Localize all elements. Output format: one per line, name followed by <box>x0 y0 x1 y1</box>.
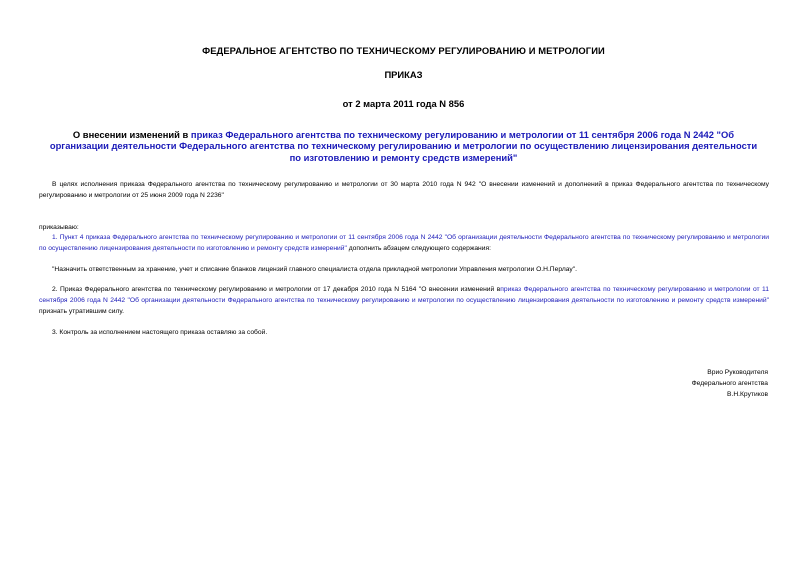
signature-block <box>692 367 768 401</box>
item-2-suffix: признать утратившим силу. <box>39 308 124 316</box>
item-2-link[interactable]: приказ Федерального агентства по техническому регулированию и метрологии от 11 сентября 2006 года N 2442 "Об организации деятельности Федерального агентства по техническому регулированию и метрологии по осуществлению лицензирования деятельности по изготовлению и ремонту средств измерений" <box>39 286 769 305</box>
agency-name: ФЕДЕРАЛЬНОЕ АГЕНТСТВО ПО ТЕХНИЧЕСКОМУ РЕГУЛИРОВАНИЮ И МЕТРОЛОГИИ <box>202 45 605 56</box>
subject-prefix: О внесении изменений в <box>72 129 191 140</box>
signature-agency: Федерального агентства <box>691 380 768 388</box>
subject-order-link[interactable]: приказ Федерального агентства по техническому регулированию и метрологии от 11 сентября 2006 года N 2442 "Об организации деятельности Федерального агентства по техническому регулированию и метрологии по осуществлению лицензирования деятельности по изготовлению и ремонту средств измерений" <box>49 129 758 163</box>
quote-paragraph: "Назначить ответственным за хранение, учет и списание бланков лицензий главного специалиста отдела прикладной метрологии Управления метрологии О.Н.Перлау". <box>52 266 577 273</box>
preamble-paragraph: В целях исполнения приказа Федерального агентства по техническому регулированию и метрологии от 30 марта 2010 года N 942 "О внесении изменений и дополнений в приказ Федерального агентства по техническому регулированию и метрологии от 25 июня 2009 года N 2236" <box>39 181 769 200</box>
item-1-link[interactable]: 1. Пункт 4 приказа Федерального агентства по техническому регулированию и метрологии от 11 сентября 2006 года N 2442 "Об организации деятельности Федерального агентства по техническому регулированию и метрологии по осуществлению лицензирования деятельности по изготовлению и ремонту средств измерений" <box>39 234 769 253</box>
item-1-suffix: дополнить абзацем следующего содержания: <box>346 245 491 253</box>
document-date: от 2 марта 2011 года N 856 <box>342 98 465 109</box>
item-2-prefix: 2. Приказ Федерального агентства по техническому регулированию и метрологии от 17 декабря 2010 года N 5164 "О внесении изменений в <box>52 286 501 293</box>
signature-title: Врио Руководителя <box>707 369 768 376</box>
document-subject <box>45 129 762 163</box>
item-2-paragraph <box>39 284 769 318</box>
document-type: ПРИКАЗ <box>384 69 423 80</box>
item-3-paragraph: 3. Контроль за исполнением настоящего приказа оставляю за собой. <box>52 329 268 336</box>
order-word: приказываю: <box>39 224 79 231</box>
signature-name: В.Н.Крутиков <box>727 391 768 399</box>
item-1-paragraph <box>39 232 769 254</box>
